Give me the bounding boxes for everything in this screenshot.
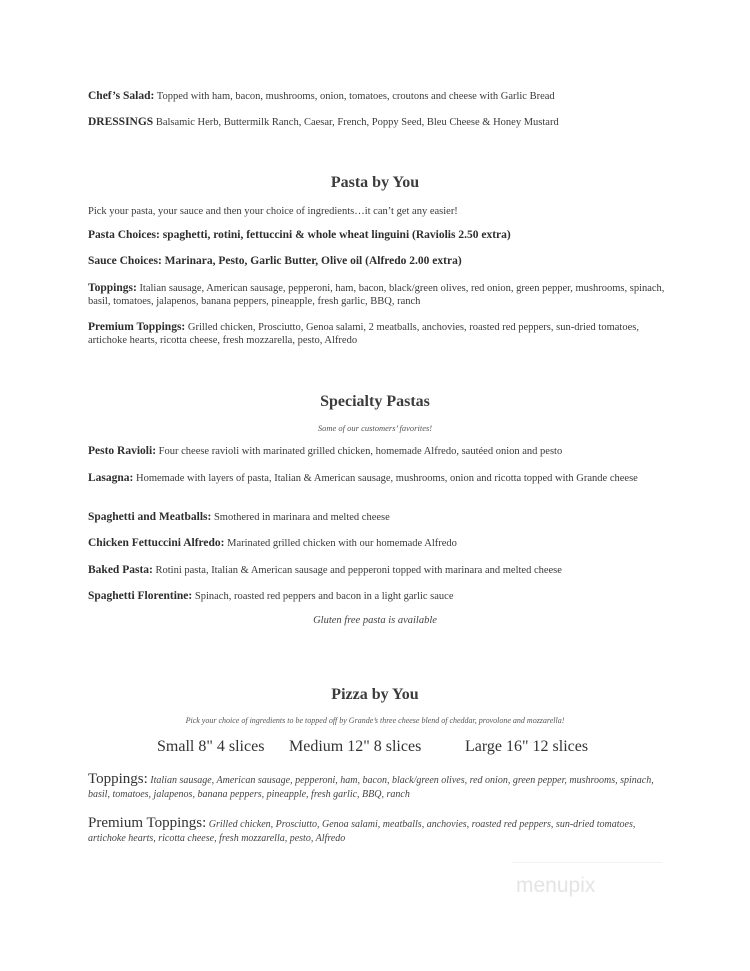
pasta-choices: Pasta Choices: spaghetti, rotini, fettuccini & whole wheat linguini (Raviolis 2.50 extra) — [88, 229, 511, 241]
chefs-salad-desc: Topped with ham, bacon, mushrooms, onion, tomatoes, croutons and cheese with Garlic Bread — [154, 91, 555, 102]
pizza-toppings-label: Toppings: — [88, 771, 148, 787]
item-desc: Rotini pasta, Italian & American sausage and pepperoni topped with marinara and melted cheese — [152, 565, 562, 576]
pasta-premium-desc: Grilled chicken, Prosciutto, Genoa salami, 2 meatballs, anchovies, roasted red peppers, sun-dried tomatoes, artichoke hearts, ricotta cheese, fresh mozzarella, pesto, Alfredo — [88, 322, 639, 346]
pizza-size-large: Large 16" 12 slices — [465, 738, 589, 755]
pizza-subtitle: Pick your choice of ingredients to be topped off by Grande’s three cheese blend of cheddar, provolone and mozzarella! — [185, 716, 565, 725]
item-name: Pesto Ravioli: — [88, 445, 157, 457]
dressings-label: DRESSINGS — [88, 116, 154, 128]
pasta-toppings-desc: Italian sausage, American sausage, pepperoni, ham, bacon, black/green olives, red onion, green pepper, mushrooms, spinach, basil, tomatoes, jalapenos, banana peppers, pineapple, fresh garlic, BBQ, ranch — [88, 283, 665, 307]
pasta-toppings-label: Toppings: — [88, 282, 137, 294]
chefs-salad — [88, 90, 668, 103]
pizza-size-medium: Medium 12" 8 slices — [289, 738, 422, 755]
specialty-pastas-heading: Specialty Pastas — [320, 393, 430, 410]
item-name: Spaghetti Florentine: — [88, 590, 193, 602]
pizza-toppings-desc: Italian sausage, American sausage, pepperoni, ham, bacon, black/green olives, red onion, green pepper, mushrooms, spinach, basil, tomatoes, jalapenos, banana peppers, pineapple, fresh garlic, BBQ, ranch — [88, 775, 654, 800]
item-desc: Smothered in marinara and melted cheese — [211, 512, 390, 523]
item-name: Lasagna: — [88, 472, 134, 484]
watermark-rule — [512, 862, 662, 863]
pizza-premium-toppings — [88, 816, 673, 846]
item-name: Spaghetti and Meatballs: — [88, 511, 212, 523]
item-name: Chicken Fettuccini Alfredo: — [88, 537, 225, 549]
menu-item — [88, 564, 668, 577]
pasta-intro: Pick your pasta, your sauce and then your choice of ingredients…it can’t get any easier! — [88, 206, 458, 217]
chefs-salad-name: Chef’s Salad: — [88, 90, 155, 102]
pizza-by-you-heading: Pizza by You — [331, 686, 419, 703]
gluten-free-note: Gluten free pasta is available — [313, 615, 437, 626]
dressings-desc: Balsamic Herb, Buttermilk Ranch, Caesar, French, Poppy Seed, Bleu Cheese & Honey Mustard — [153, 117, 559, 128]
menupix-watermark: menupix — [516, 874, 596, 897]
item-name: Baked Pasta: — [88, 564, 153, 576]
item-desc: Four cheese ravioli with marinated grilled chicken, homemade Alfredo, sautéed onion and pesto — [156, 446, 563, 457]
menu-item — [88, 590, 668, 603]
item-desc: Homemade with layers of pasta, Italian & American sausage, mushrooms, onion and ricotta topped with Grande cheese — [133, 473, 638, 484]
menu-item — [88, 472, 668, 485]
item-desc: Marinated grilled chicken with our homemade Alfredo — [224, 538, 457, 549]
pizza-toppings — [88, 772, 673, 802]
specialty-subtitle: Some of our customers’ favorites! — [317, 423, 433, 433]
item-desc: Spinach, roasted red peppers and bacon in a light garlic sauce — [192, 591, 454, 602]
pasta-premium-toppings — [88, 321, 668, 347]
pasta-by-you-heading: Pasta by You — [330, 174, 420, 191]
pasta-premium-label: Premium Toppings: — [88, 321, 186, 333]
menu-item — [88, 537, 668, 550]
sauce-choices: Sauce Choices: Marinara, Pesto, Garlic Butter, Olive oil (Alfredo 2.00 extra) — [88, 255, 462, 267]
menu-item — [88, 511, 668, 524]
pizza-premium-desc: Grilled chicken, Prosciutto, Genoa salami, meatballs, anchovies, roasted red peppers, sun-dried tomatoes, artichoke hearts, ricotta cheese, fresh mozzarella, pesto, Alfredo — [88, 819, 636, 844]
dressings — [88, 116, 668, 129]
pizza-premium-label: Premium Toppings: — [88, 815, 207, 831]
pasta-toppings — [88, 282, 668, 308]
menu-item — [88, 445, 668, 458]
pizza-size-small: Small 8" 4 slices — [157, 738, 265, 755]
